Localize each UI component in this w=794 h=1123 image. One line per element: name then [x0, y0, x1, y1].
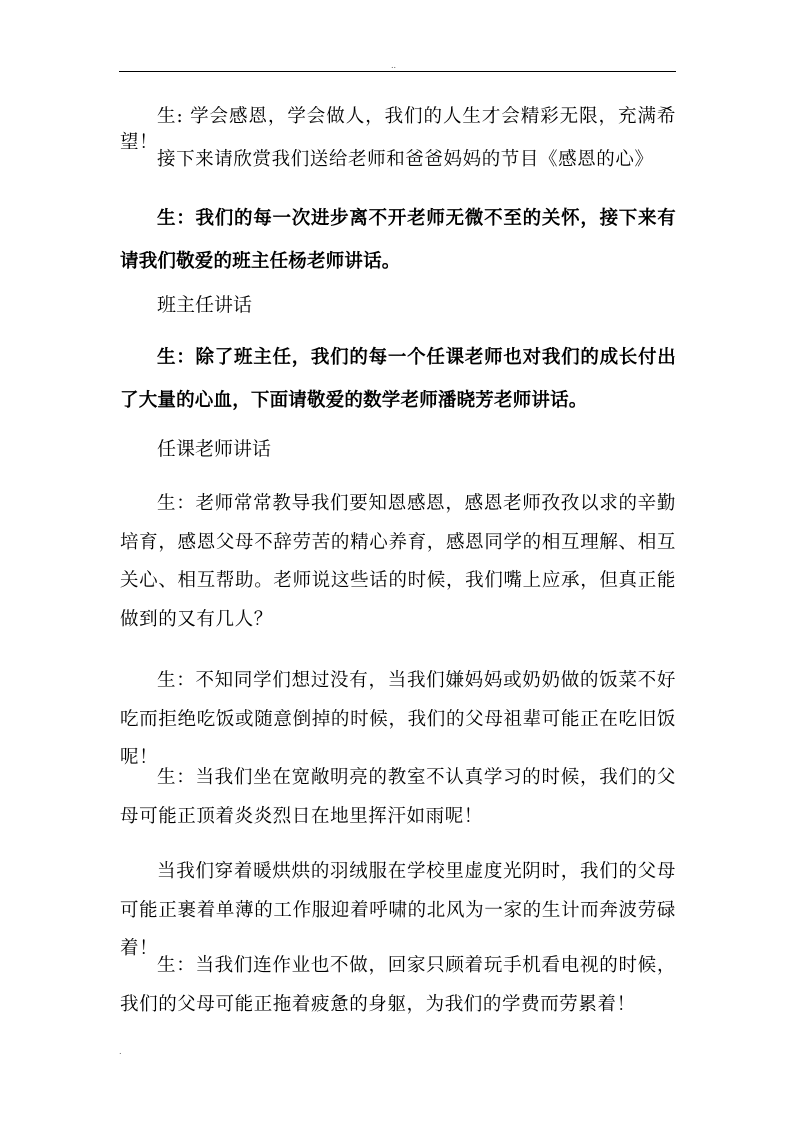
paragraph-classroom: 生：当我们坐在宽敞明亮的教室不认真学习的时候，我们的父母可能正顶着炎炎烈日在地里挥汗如雨呢！ — [120, 767, 676, 827]
header-mark: .. — [391, 61, 397, 70]
header-rule — [119, 71, 676, 72]
paragraph-down-jacket: 当我们穿着暖烘烘的羽绒服在学校里虚度光阴时，我们的父母可能正裹着单薄的工作服迎着呼啸的北风为一家的生计而奔波劳碌着！ — [120, 861, 676, 959]
heading-head-teacher-speech: 班主任讲话 — [157, 294, 253, 316]
heading-teacher-speech: 任课老师讲话 — [157, 438, 272, 460]
paragraph-invite-head-teacher: 生：我们的每一次进步离不开老师无微不至的关怀，接下来有请我们敬爱的班主任杨老师讲话。 — [120, 208, 676, 272]
paragraph-meals: 生：不知同学们想过没有，当我们嫌妈妈或奶奶做的饭菜不好吃而拒绝吃饭或随意倒掉的时候，我们的父母祖辈可能正在吃旧饭呢！ — [120, 670, 676, 768]
paragraph-teacher-teaching: 生：老师常常教导我们要知恩感恩，感恩老师孜孜以求的辛勤培育，感恩父母不辞劳苦的精心养育，感恩同学的相互理解、相互关心、相互帮助。老师说这些话的时候，我们嘴上应承，但真正能做到的又有几人？ — [120, 493, 676, 630]
paragraph-invite-math-teacher: 生：除了班主任，我们的每一个任课老师也对我们的成长付出了大量的心血，下面请敬爱的数学老师潘晓芳老师讲话。 — [120, 347, 676, 411]
footer-mark: . — [119, 1047, 122, 1056]
paragraph-gratitude-intro: 生: 学会感恩，学会做人，我们的人生才会精彩无限，充满希望！ — [120, 106, 676, 153]
paragraph-homework: 生：当我们连作业也不做，回家只顾着玩手机看电视的时候，我们的父母可能正拖着疲惫的身躯，为我们的学费而劳累着！ — [120, 955, 676, 1015]
paragraph-program-announcement: 接下来请欣赏我们送给老师和爸爸妈妈的节目《感恩的心》 — [157, 149, 654, 170]
